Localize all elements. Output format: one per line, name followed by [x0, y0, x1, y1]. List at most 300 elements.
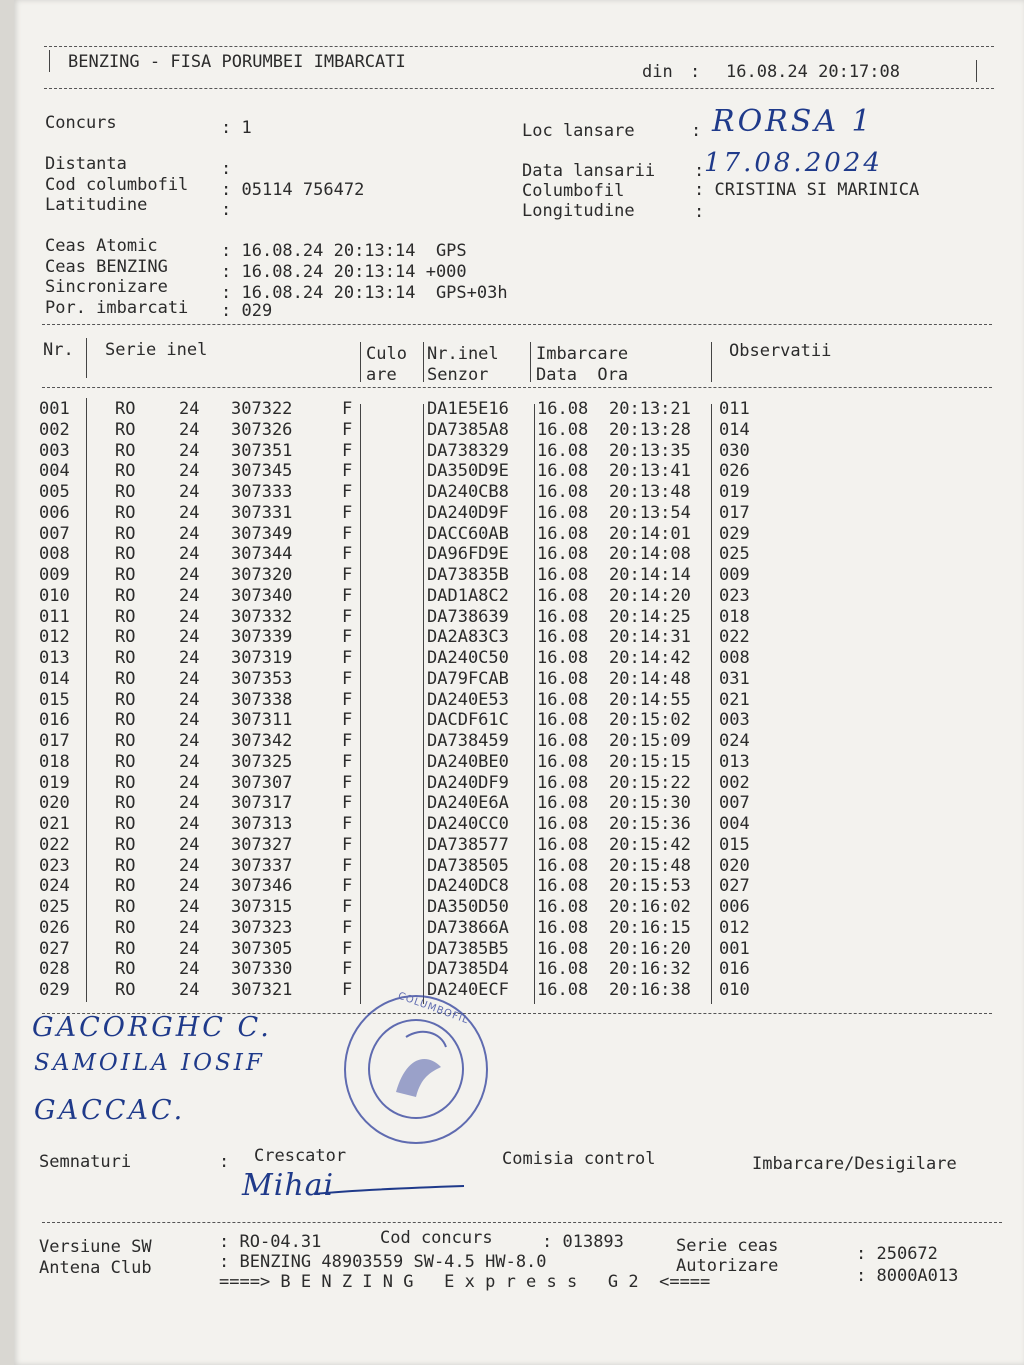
- row-nr: 025: [39, 897, 70, 917]
- col-imbarcare-header-1: Imbarcare: [536, 344, 629, 364]
- row-inel: 307346: [231, 876, 293, 897]
- row-an: 24: [179, 668, 200, 689]
- table-row: [14, 648, 1004, 669]
- row-tara: RO: [115, 897, 136, 917]
- row-nr: 021: [39, 814, 70, 834]
- loc-lansare-separator: :: [691, 121, 702, 141]
- row-obs: 025: [719, 544, 750, 565]
- row-an: 24: [179, 585, 200, 606]
- table-row: [14, 918, 1004, 939]
- document-page: [14, 0, 1024, 1365]
- row-obs: 002: [719, 772, 750, 793]
- row-senzor: DA240CC0: [427, 814, 509, 834]
- row-data: 16.08: [537, 523, 589, 544]
- data-lansarii-label: Data lansarii: [522, 161, 656, 181]
- row-nr: 001: [39, 399, 70, 419]
- row-nr: 026: [39, 917, 70, 938]
- row-tara: RO: [115, 419, 136, 440]
- row-an: 24: [179, 502, 200, 523]
- row-nr: 013: [39, 648, 70, 668]
- row-obs: 021: [719, 689, 750, 710]
- row-inel: 307305: [231, 938, 293, 959]
- row-ora: 20:13:35: [609, 440, 691, 461]
- row-ora: 20:16:38: [609, 980, 691, 1000]
- row-sex: F: [342, 502, 353, 523]
- row-ora: 20:14:42: [609, 648, 691, 668]
- table-row: [14, 627, 1004, 648]
- row-tara: RO: [115, 710, 136, 731]
- row-an: 24: [179, 855, 200, 876]
- row-data: 16.08: [537, 502, 589, 523]
- row-tara: RO: [115, 938, 136, 959]
- row-an: 24: [179, 440, 200, 461]
- row-inel: 307332: [231, 606, 293, 627]
- versiune-value: RO-04.31: [239, 1232, 322, 1252]
- row-sex: F: [342, 440, 353, 461]
- row-tara: RO: [115, 917, 136, 938]
- row-ora: 20:15:53: [609, 876, 691, 897]
- row-senzor: DA738505: [427, 855, 509, 876]
- row-data: 16.08: [537, 606, 589, 627]
- row-data: 16.08: [537, 648, 589, 668]
- row-an: 24: [179, 399, 200, 419]
- imbarcare-desigilare-label: Imbarcare/Desigilare: [752, 1154, 957, 1174]
- row-tara: RO: [115, 440, 136, 461]
- row-tara: RO: [115, 585, 136, 606]
- row-sex: F: [342, 668, 353, 689]
- row-sex: F: [342, 710, 353, 731]
- row-sex: F: [342, 897, 353, 917]
- row-sex: F: [342, 399, 353, 419]
- row-tara: RO: [115, 565, 136, 585]
- row-sex: F: [342, 959, 353, 980]
- row-sex: F: [342, 648, 353, 668]
- row-inel: 307351: [231, 440, 293, 461]
- row-nr: 018: [39, 751, 70, 772]
- cod-columbofil-value: 05114 756472: [241, 180, 365, 200]
- table-row: [14, 461, 1004, 482]
- row-senzor: DA96FD9E: [427, 544, 509, 565]
- table-row: [14, 669, 1004, 690]
- antena-value: BENZING 48903559 SW-4.5 HW-8.0: [239, 1252, 547, 1272]
- row-data: 16.08: [537, 399, 589, 419]
- table-row: [14, 524, 1004, 545]
- row-obs: 018: [719, 606, 750, 627]
- ceas-atomic-value: 16.08.24 20:13:14 GPS: [241, 241, 467, 261]
- sincronizare-value-line: : 16.08.24 20:13:14 GPS+03h: [221, 283, 508, 303]
- col-serie-separator: [360, 342, 361, 382]
- table-row: [14, 939, 1004, 960]
- row-tara: RO: [115, 980, 136, 1000]
- row-ora: 20:13:21: [609, 399, 691, 419]
- row-inel: 307323: [231, 917, 293, 938]
- row-nr: 004: [39, 461, 70, 482]
- col-nrinel-separator: [530, 342, 531, 382]
- col-nr-header: Nr.: [43, 340, 74, 360]
- row-obs: 017: [719, 502, 750, 523]
- row-senzor: DA240BE0: [427, 751, 509, 772]
- row-inel: 307349: [231, 523, 293, 544]
- row-an: 24: [179, 980, 200, 1000]
- table-row: [14, 752, 1004, 773]
- row-nr: 023: [39, 855, 70, 876]
- loc-lansare-handwritten: RORSA 1: [712, 104, 874, 139]
- row-nr: 003: [39, 440, 70, 461]
- col-culoare-header-1: Culo: [366, 344, 407, 364]
- table-row: [14, 773, 1004, 794]
- row-inel: 307333: [231, 482, 293, 502]
- table-row: [14, 793, 1004, 814]
- row-nr: 005: [39, 482, 70, 502]
- concurs-value-line: : 1: [221, 118, 252, 138]
- row-data: 16.08: [537, 585, 589, 606]
- serie-ceas-value-line: : 250672: [856, 1244, 938, 1264]
- row-sex: F: [342, 772, 353, 793]
- versiune-label: Versiune SW: [39, 1237, 152, 1257]
- ceas-atomic-label: Ceas Atomic: [45, 236, 158, 256]
- row-tara: RO: [115, 502, 136, 523]
- col-culoare-header-2: are: [366, 365, 397, 385]
- row-ora: 20:14:31: [609, 627, 691, 648]
- row-nr: 014: [39, 668, 70, 689]
- row-senzor: DA738577: [427, 834, 509, 855]
- col-imbarcare-separator: [711, 342, 712, 382]
- por-imbarcati-value-line: : 029: [221, 301, 273, 321]
- row-inel: 307311: [231, 710, 293, 731]
- row-sex: F: [342, 585, 353, 606]
- row-senzor: DA73866A: [427, 917, 509, 938]
- comisia-label: Comisia control: [502, 1149, 656, 1169]
- columbofil-label: Columbofil: [522, 181, 625, 201]
- row-data: 16.08: [537, 710, 589, 731]
- table-row: [14, 731, 1004, 752]
- row-senzor: DA1E5E16: [427, 399, 509, 419]
- row-ora: 20:14:20: [609, 585, 691, 606]
- crescator-signature: Mihai: [242, 1168, 335, 1203]
- row-tara: RO: [115, 399, 136, 419]
- row-an: 24: [179, 689, 200, 710]
- row-tara: RO: [115, 959, 136, 980]
- row-data: 16.08: [537, 689, 589, 710]
- row-an: 24: [179, 876, 200, 897]
- row-sex: F: [342, 627, 353, 648]
- row-senzor: DA73835B: [427, 565, 509, 585]
- row-obs: 007: [719, 793, 750, 814]
- col-nrinel-header-2: Senzor: [427, 365, 489, 385]
- row-nr: 027: [39, 938, 70, 959]
- row-nr: 016: [39, 710, 70, 731]
- footer-top-divider: [42, 1222, 1002, 1223]
- header-right-bar: [976, 60, 977, 82]
- crescator-label: Crescator: [254, 1146, 347, 1166]
- row-ora: 20:13:48: [609, 482, 691, 502]
- table-row: [14, 607, 1004, 628]
- row-sex: F: [342, 419, 353, 440]
- row-tara: RO: [115, 461, 136, 482]
- row-senzor: DAD1A8C2: [427, 585, 509, 606]
- row-tara: RO: [115, 606, 136, 627]
- semnaturi-label: Semnaturi: [39, 1152, 132, 1172]
- col-nrinel-header-1: Nr.inel: [427, 344, 499, 364]
- table-row: [14, 980, 1004, 1001]
- distanta-label: Distanta: [45, 154, 127, 174]
- row-nr: 008: [39, 544, 70, 565]
- row-obs: 012: [719, 917, 750, 938]
- row-inel: 307313: [231, 814, 293, 834]
- longitudine-label: Longitudine: [522, 201, 635, 221]
- row-ora: 20:15:42: [609, 834, 691, 855]
- row-nr: 029: [39, 980, 70, 1000]
- row-sex: F: [342, 793, 353, 814]
- row-obs: 013: [719, 751, 750, 772]
- row-tara: RO: [115, 772, 136, 793]
- row-ora: 20:15:22: [609, 772, 691, 793]
- row-sex: F: [342, 938, 353, 959]
- din-value: 16.08.24 20:17:08: [726, 62, 900, 82]
- distanta-separator: :: [221, 159, 232, 179]
- cod-concurs-value-line: : 013893: [542, 1232, 624, 1252]
- table-row: [14, 586, 1004, 607]
- serie-ceas-value: 250672: [876, 1244, 938, 1264]
- loc-lansare-label: Loc lansare: [522, 121, 635, 141]
- row-sex: F: [342, 980, 353, 1000]
- row-senzor: DA7385D4: [427, 959, 509, 980]
- row-data: 16.08: [537, 876, 589, 897]
- row-ora: 20:15:30: [609, 793, 691, 814]
- row-tara: RO: [115, 544, 136, 565]
- por-imbarcati-value: 029: [241, 301, 273, 321]
- row-inel: 307307: [231, 772, 293, 793]
- ceas-benzing-value: 16.08.24 20:13:14 +000: [241, 262, 467, 282]
- row-nr: 022: [39, 834, 70, 855]
- row-obs: 008: [719, 648, 750, 668]
- row-an: 24: [179, 565, 200, 585]
- row-ora: 20:16:15: [609, 917, 691, 938]
- row-obs: 023: [719, 585, 750, 606]
- row-senzor: DA240E6A: [427, 793, 509, 814]
- club-stamp: [344, 990, 488, 1144]
- row-inel: 307353: [231, 668, 293, 689]
- row-sex: F: [342, 855, 353, 876]
- ceas-atomic-value-line: : 16.08.24 20:13:14 GPS: [221, 241, 467, 261]
- table-row: [14, 897, 1004, 918]
- row-senzor: DA240DF9: [427, 772, 509, 793]
- row-an: 24: [179, 710, 200, 731]
- row-nr: 002: [39, 419, 70, 440]
- row-an: 24: [179, 772, 200, 793]
- row-data: 16.08: [537, 544, 589, 565]
- row-nr: 007: [39, 523, 70, 544]
- row-sex: F: [342, 461, 353, 482]
- table-row: [14, 814, 1004, 835]
- row-tara: RO: [115, 834, 136, 855]
- row-an: 24: [179, 793, 200, 814]
- row-obs: 006: [719, 897, 750, 917]
- din-label: din: [642, 62, 673, 82]
- col-nr-separator: [86, 338, 87, 378]
- handwritten-name-3: GACCAC.: [34, 1095, 186, 1126]
- row-data: 16.08: [537, 668, 589, 689]
- row-nr: 019: [39, 772, 70, 793]
- row-nr: 017: [39, 731, 70, 751]
- row-obs: 011: [719, 399, 750, 419]
- document-title: BENZING - FISA PORUMBEI IMBARCATI: [68, 52, 406, 72]
- row-ora: 20:14:55: [609, 689, 691, 710]
- row-obs: 015: [719, 834, 750, 855]
- cod-concurs-value: 013893: [562, 1232, 624, 1252]
- ceas-benzing-value-line: : 16.08.24 20:13:14 +000: [221, 262, 467, 282]
- row-data: 16.08: [537, 440, 589, 461]
- row-senzor: DA79FCAB: [427, 668, 509, 689]
- table-row: [14, 544, 1004, 565]
- row-nr: 010: [39, 585, 70, 606]
- row-ora: 20:15:02: [609, 710, 691, 731]
- row-ora: 20:13:28: [609, 419, 691, 440]
- row-senzor: DA240ECF: [427, 980, 509, 1000]
- row-senzor: DA240DC8: [427, 876, 509, 897]
- row-ora: 20:16:32: [609, 959, 691, 980]
- table-row: [14, 441, 1004, 462]
- row-tara: RO: [115, 482, 136, 502]
- autorizare-value-line: : 8000A013: [856, 1266, 959, 1286]
- row-data: 16.08: [537, 482, 589, 502]
- row-inel: 307339: [231, 627, 293, 648]
- row-senzor: DA738639: [427, 606, 509, 627]
- data-lansarii-handwritten: 17.08.2024: [704, 148, 883, 178]
- row-sex: F: [342, 751, 353, 772]
- row-ora: 20:13:41: [609, 461, 691, 482]
- row-an: 24: [179, 751, 200, 772]
- row-an: 24: [179, 959, 200, 980]
- row-inel: 307342: [231, 731, 293, 751]
- row-senzor: DACC60AB: [427, 523, 509, 544]
- handwritten-name-2: SAMOILA IOSIF: [34, 1050, 265, 1076]
- serie-ceas-label: Serie ceas: [676, 1236, 779, 1256]
- row-inel: 307337: [231, 855, 293, 876]
- row-nr: 028: [39, 959, 70, 980]
- row-inel: 307315: [231, 897, 293, 917]
- row-an: 24: [179, 627, 200, 648]
- cod-columbofil-label: Cod columbofil: [45, 175, 189, 195]
- row-inel: 307327: [231, 834, 293, 855]
- row-sex: F: [342, 482, 353, 502]
- col-imbarcare-header-2: Data Ora: [536, 365, 629, 385]
- row-obs: 026: [719, 461, 750, 482]
- row-senzor: DA240C50: [427, 648, 509, 668]
- row-sex: F: [342, 565, 353, 585]
- row-sex: F: [342, 814, 353, 834]
- row-sex: F: [342, 876, 353, 897]
- row-nr: 020: [39, 793, 70, 814]
- header-top-divider: [44, 46, 994, 47]
- versiune-value-line: : RO-04.31: [219, 1232, 322, 1252]
- row-an: 24: [179, 834, 200, 855]
- autorizare-value: 8000A013: [876, 1266, 959, 1286]
- row-senzor: DA7385A8: [427, 419, 509, 440]
- columbofil-value-line: : CRISTINA SI MARINICA: [694, 180, 920, 200]
- row-inel: 307319: [231, 648, 293, 668]
- row-obs: 024: [719, 731, 750, 751]
- row-ora: 20:16:20: [609, 938, 691, 959]
- row-data: 16.08: [537, 897, 589, 917]
- row-an: 24: [179, 917, 200, 938]
- col-serie-header: Serie inel: [105, 340, 208, 360]
- row-ora: 20:14:14: [609, 565, 691, 585]
- autorizare-label: Autorizare: [676, 1256, 779, 1276]
- table-row: [14, 482, 1004, 503]
- semnaturi-separator: :: [219, 1152, 230, 1172]
- row-tara: RO: [115, 855, 136, 876]
- row-senzor: DA240CB8: [427, 482, 509, 502]
- row-data: 16.08: [537, 731, 589, 751]
- row-obs: 031: [719, 668, 750, 689]
- row-data: 16.08: [537, 938, 589, 959]
- row-data: 16.08: [537, 917, 589, 938]
- row-ora: 20:14:25: [609, 606, 691, 627]
- row-obs: 019: [719, 482, 750, 502]
- row-tara: RO: [115, 731, 136, 751]
- row-senzor: DA350D50: [427, 897, 509, 917]
- benzing-express-banner: ====> B E N Z I N G E x p r e s s G 2 <====: [219, 1272, 711, 1292]
- row-senzor: DA240E53: [427, 689, 509, 710]
- row-obs: 016: [719, 959, 750, 980]
- row-data: 16.08: [537, 627, 589, 648]
- row-data: 16.08: [537, 959, 589, 980]
- row-nr: 024: [39, 876, 70, 897]
- row-an: 24: [179, 814, 200, 834]
- row-an: 24: [179, 938, 200, 959]
- row-nr: 006: [39, 502, 70, 523]
- row-data: 16.08: [537, 814, 589, 834]
- row-inel: 307322: [231, 399, 293, 419]
- row-obs: 004: [719, 814, 750, 834]
- row-inel: 307338: [231, 689, 293, 710]
- row-obs: 022: [719, 627, 750, 648]
- row-an: 24: [179, 544, 200, 565]
- row-ora: 20:15:48: [609, 855, 691, 876]
- row-senzor: DACDF61C: [427, 710, 509, 731]
- row-senzor: DA7385B5: [427, 938, 509, 959]
- row-inel: 307340: [231, 585, 293, 606]
- row-sex: F: [342, 606, 353, 627]
- row-ora: 20:14:48: [609, 668, 691, 689]
- row-obs: 014: [719, 419, 750, 440]
- latitudine-label: Latitudine: [45, 195, 148, 215]
- data-lansarii-separator: :: [694, 161, 705, 181]
- row-an: 24: [179, 523, 200, 544]
- row-tara: RO: [115, 793, 136, 814]
- row-tara: RO: [115, 689, 136, 710]
- row-sex: F: [342, 917, 353, 938]
- row-data: 16.08: [537, 855, 589, 876]
- table-row: [14, 690, 1004, 711]
- row-sex: F: [342, 523, 353, 544]
- din-separator: :: [690, 62, 701, 82]
- row-ora: 20:13:54: [609, 502, 691, 523]
- row-nr: 012: [39, 627, 70, 648]
- row-an: 24: [179, 482, 200, 502]
- row-nr: 009: [39, 565, 70, 585]
- row-obs: 001: [719, 938, 750, 959]
- row-obs: 029: [719, 523, 750, 544]
- latitudine-separator: :: [221, 200, 232, 220]
- table-row: [14, 420, 1004, 441]
- row-tara: RO: [115, 876, 136, 897]
- row-inel: 307331: [231, 502, 293, 523]
- row-senzor: DA350D9E: [427, 461, 509, 482]
- table-row: [14, 565, 1004, 586]
- por-imbarcati-label: Por. imbarcati: [45, 298, 189, 318]
